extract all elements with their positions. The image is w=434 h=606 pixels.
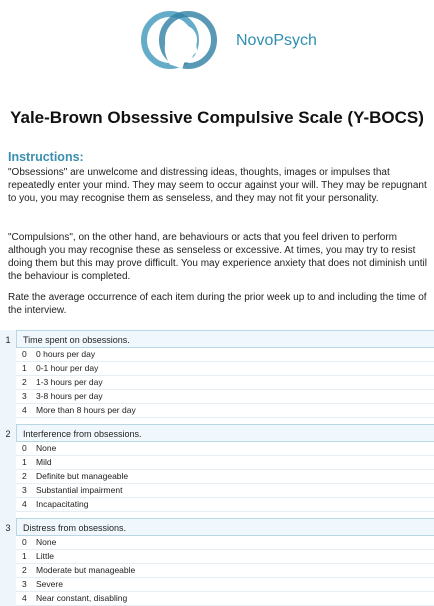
- head-silhouette-icon: [140, 4, 220, 76]
- option-score: 3: [22, 579, 27, 589]
- option-label: 3-8 hours per day: [36, 391, 103, 401]
- answer-option[interactable]: [16, 390, 434, 404]
- page-title: Yale-Brown Obsessive Compulsive Scale (Y-BOCS): [10, 108, 424, 127]
- option-label: Moderate but manageable: [36, 565, 136, 575]
- option-label: Severe: [36, 579, 63, 589]
- answer-option[interactable]: [16, 592, 434, 606]
- answer-option[interactable]: [16, 564, 434, 578]
- instructions-heading: Instructions:: [8, 150, 84, 164]
- answer-option[interactable]: [16, 484, 434, 498]
- option-label: Near constant, disabling: [36, 593, 128, 603]
- question-text: Time spent on obsessions.: [16, 330, 434, 348]
- option-score: 2: [22, 565, 27, 575]
- option-score: 4: [22, 499, 27, 509]
- answer-option[interactable]: [16, 536, 434, 550]
- brand-name: NovoPsych: [236, 32, 317, 49]
- option-score: 4: [22, 593, 27, 603]
- option-label: Incapacitating: [36, 499, 89, 509]
- option-label: Mild: [36, 457, 52, 467]
- question-text: Distress from obsessions.: [16, 518, 434, 536]
- instructions-paragraph-obsessions: "Obsessions" are unwelcome and distressing ideas, thoughts, images or impulses that repeatedly enter your mind. They may seem to occur against your will. They may be repugnant to you, you may recognise them as senseless, and they may not fit your personality.: [8, 167, 427, 204]
- answer-option[interactable]: [16, 470, 434, 484]
- answer-option[interactable]: [16, 376, 434, 390]
- option-label: None: [36, 443, 57, 453]
- answer-option[interactable]: [16, 362, 434, 376]
- option-label: 1-3 hours per day: [36, 377, 103, 387]
- option-score: 0: [22, 537, 27, 547]
- answer-option[interactable]: [16, 404, 434, 418]
- instructions-paragraph-compulsions: "Compulsions", on the other hand, are behaviours or acts that you feel driven to perform although you may recognise these as senseless or excessive. At times, you may try to resist doing them but this may prove difficult. You may experience anxiety that does not diminish until the behaviour is completed.: [8, 232, 427, 282]
- question-item: [0, 518, 434, 606]
- question-item: [0, 330, 434, 424]
- option-label: More than 8 hours per day: [36, 405, 136, 415]
- option-label: 0-1 hour per day: [36, 363, 99, 373]
- option-score: 3: [22, 391, 27, 401]
- option-score: 3: [22, 485, 27, 495]
- answer-option[interactable]: [16, 456, 434, 470]
- option-score: 2: [22, 471, 27, 481]
- option-label: Little: [36, 551, 54, 561]
- option-score: 0: [22, 349, 27, 359]
- question-number: 1: [0, 330, 16, 424]
- option-score: 2: [22, 377, 27, 387]
- question-number: 2: [0, 424, 16, 518]
- answer-option[interactable]: [16, 550, 434, 564]
- option-score: 1: [22, 551, 27, 561]
- option-score: 0: [22, 443, 27, 453]
- question-item: [0, 424, 434, 518]
- option-label: Definite but manageable: [36, 471, 129, 481]
- answer-option[interactable]: [16, 498, 434, 512]
- answer-option[interactable]: [16, 442, 434, 456]
- novopsych-logo: [140, 4, 220, 76]
- option-label: Substantial impairment: [36, 485, 123, 495]
- ybocs-form: [0, 330, 434, 606]
- option-score: 1: [22, 363, 27, 373]
- instructions-paragraph-rating: Rate the average occurrence of each item during the prior week up to and including the time of the interview.: [8, 292, 427, 316]
- question-number: 3: [0, 518, 16, 606]
- option-score: 1: [22, 457, 27, 467]
- option-score: 4: [22, 405, 27, 415]
- option-label: 0 hours per day: [36, 349, 96, 359]
- question-text: Interference from obsessions.: [16, 424, 434, 442]
- answer-option[interactable]: [16, 348, 434, 362]
- option-label: None: [36, 537, 57, 547]
